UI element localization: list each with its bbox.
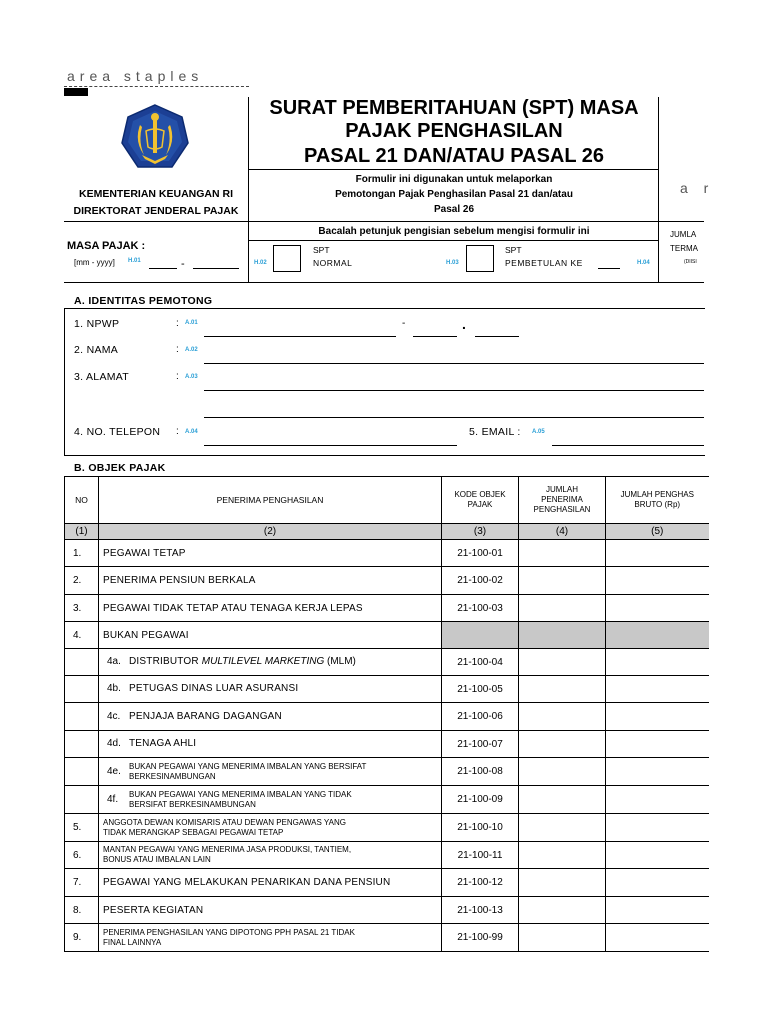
- row-no: [65, 731, 99, 758]
- telepon-colon: :: [176, 426, 179, 437]
- table-row: [65, 924, 709, 952]
- row-bruto-input[interactable]: [606, 924, 709, 952]
- row-description: [99, 814, 442, 842]
- row-kode-objek: 21-100-03: [442, 595, 519, 622]
- row-kode-objek: 21-100-09: [442, 786, 519, 814]
- staples-marker: [64, 88, 88, 96]
- title-line-2: PAJAK PENGHASILAN: [345, 120, 563, 142]
- ministry-name: [64, 186, 248, 220]
- section-b-title: B. OBJEK PAJAK: [74, 462, 166, 474]
- email-label: 5. EMAIL :: [469, 426, 521, 438]
- row-bruto-input[interactable]: [606, 731, 709, 758]
- row-description-text: PEGAWAI YANG MELAKUKAN PENARIKAN DANA PENSIUN: [103, 877, 391, 888]
- masa-year-input[interactable]: [193, 268, 239, 269]
- row-kode-objek: [442, 622, 519, 649]
- row-description-line-2: BERSIFAT BERKESINAMBUNGAN: [129, 799, 256, 809]
- header-divider-right: [658, 97, 659, 282]
- alamat-input-line-2[interactable]: [204, 417, 704, 418]
- nama-label: 2. NAMA: [74, 344, 119, 356]
- alamat-colon: :: [176, 371, 179, 382]
- table-row: [65, 595, 709, 622]
- right-terma-label: TERMA: [670, 244, 698, 253]
- row-no: 1.: [65, 540, 99, 567]
- row-bruto-input[interactable]: [606, 595, 709, 622]
- objek-table-body: [65, 540, 709, 952]
- npwp-label: 1. NPWP: [74, 318, 120, 330]
- row-description-line-1: BUKAN PEGAWAI YANG MENERIMA IMBALAN YANG TIDAK: [129, 789, 352, 799]
- row-sub-number: 4b.: [107, 683, 121, 695]
- col-num-3: (3): [442, 524, 519, 540]
- nama-colon: :: [176, 344, 179, 355]
- row-jumlah-penerima-input[interactable]: [519, 731, 606, 758]
- header-kode: [442, 477, 519, 524]
- row-bruto-input[interactable]: [606, 786, 709, 814]
- pembetulan-ke-input[interactable]: [598, 268, 620, 269]
- col-num-4: (4): [519, 524, 606, 540]
- header-rule-4: [64, 282, 704, 283]
- table-row: [65, 869, 709, 897]
- row-kode-objek: 21-100-11: [442, 842, 519, 869]
- row-description-line-1: ANGGOTA DEWAN KOMISARIS ATAU DEWAN PENGAWAS YANG: [103, 817, 346, 827]
- telepon-label: 4. NO. TELEPON: [74, 426, 161, 438]
- telepon-input[interactable]: [204, 445, 457, 446]
- row-jumlah-penerima-input[interactable]: [519, 786, 606, 814]
- row-description-line-1: MANTAN PEGAWAI YANG MENERIMA JASA PRODUKSI, TANTIEM,: [103, 845, 352, 854]
- row-kode-objek: 21-100-04: [442, 649, 519, 676]
- row-description-italic: MULTILEVEL MARKETING: [201, 656, 325, 668]
- code-a02: A.02: [185, 347, 198, 353]
- row-no: 7.: [65, 869, 99, 897]
- header-jumlah-line-1: JUMLAH: [545, 485, 578, 494]
- row-bruto-input[interactable]: [606, 897, 709, 924]
- row-bruto-input[interactable]: [606, 869, 709, 897]
- row-bruto-input[interactable]: [606, 567, 709, 595]
- spt-pembetulan-checkbox[interactable]: [466, 245, 494, 272]
- header-kode-line-2: PAJAK: [467, 500, 493, 509]
- staples-area-label: area staples: [67, 68, 204, 84]
- row-jumlah-penerima-input[interactable]: [519, 595, 606, 622]
- row-no: 9.: [65, 924, 99, 952]
- row-bruto-input[interactable]: [606, 540, 709, 567]
- header-rule-3: [248, 240, 658, 241]
- row-no: 4.: [65, 622, 99, 649]
- row-description: [99, 786, 442, 814]
- staples-dashed-line: [64, 86, 249, 87]
- row-no: [65, 758, 99, 786]
- row-no: [65, 676, 99, 703]
- row-jumlah-penerima-input[interactable]: [519, 758, 606, 786]
- row-jumlah-penerima-input[interactable]: [519, 540, 606, 567]
- spt-normal-checkbox[interactable]: [273, 245, 301, 272]
- form-note-line-3: Pasal 26: [433, 204, 475, 215]
- right-area-label: a r: [680, 180, 715, 196]
- spt-normal-label-2: NORMAL: [313, 258, 353, 268]
- row-description-text: DISTRIBUTOR: [129, 656, 202, 668]
- col-num-1: (1): [65, 524, 99, 540]
- row-description-line-1: BUKAN PEGAWAI YANG MENERIMA IMBALAN YANG BERSIFAT: [129, 761, 367, 771]
- col-num-2: (2): [99, 524, 442, 540]
- header-rule-1: [248, 169, 658, 170]
- row-bruto-input[interactable]: [606, 703, 709, 731]
- row-sub-number: 4e.: [107, 766, 121, 777]
- row-bruto-input: [606, 622, 709, 649]
- row-kode-objek: 21-100-12: [442, 869, 519, 897]
- row-jumlah-penerima-input[interactable]: [519, 567, 606, 595]
- row-description-text: PENJAJA BARANG DAGANGAN: [129, 711, 282, 723]
- row-description: [99, 924, 442, 952]
- header-no: NO: [65, 477, 99, 524]
- email-input[interactable]: [552, 445, 704, 446]
- ministry-line-1: KEMENTERIAN KEUANGAN RI: [78, 188, 233, 200]
- form-note: [250, 172, 658, 217]
- row-jumlah-penerima-input[interactable]: [519, 897, 606, 924]
- row-jumlah-penerima-input: [519, 622, 606, 649]
- row-description: [99, 595, 442, 622]
- row-description: [99, 703, 442, 731]
- npwp-colon: :: [176, 318, 179, 329]
- ministry-line-2: DIREKTORAT JENDERAL PAJAK: [73, 205, 239, 217]
- row-kode-objek: 21-100-02: [442, 567, 519, 595]
- row-no: [65, 703, 99, 731]
- header-jumlah-line-2: PENERIMA: [541, 495, 583, 504]
- table-row: [65, 786, 709, 814]
- code-h01: H.01: [128, 258, 141, 264]
- header-bruto-line-2: BRUTO (Rp): [634, 500, 681, 509]
- ministry-logo: [120, 103, 190, 173]
- table-row: [65, 676, 709, 703]
- row-no: [65, 649, 99, 676]
- header-jumlah-line-3: PENGHASILAN: [533, 505, 591, 514]
- header-jumlah-penerima: [519, 477, 606, 524]
- header-kode-line-1: KODE OBJEK: [454, 490, 506, 499]
- column-number-row: [65, 524, 709, 540]
- table-row: [65, 649, 709, 676]
- row-description: [99, 842, 442, 869]
- table-row: [65, 622, 709, 649]
- row-kode-objek: 21-100-05: [442, 676, 519, 703]
- spt-normal-label-1: SPT: [313, 245, 330, 255]
- row-description: [99, 649, 442, 676]
- table-row: [65, 703, 709, 731]
- masa-pajak-format: [mm - yyyy]: [74, 258, 115, 267]
- row-description: [99, 869, 442, 897]
- table-row: [65, 897, 709, 924]
- nama-input[interactable]: [204, 363, 704, 364]
- form-note-line-2: Pemotongan Pajak Penghasilan Pasal 21 dan/atau: [335, 189, 573, 200]
- table-row: [65, 758, 709, 786]
- header-bruto-line-1: JUMLAH PENGHAS: [620, 490, 694, 499]
- row-sub-number: 4d.: [107, 738, 121, 750]
- row-description: [99, 676, 442, 703]
- row-bruto-input[interactable]: [606, 842, 709, 869]
- row-kode-objek: 21-100-10: [442, 814, 519, 842]
- right-jumlah-label: JUMLA: [670, 230, 697, 239]
- row-description: [99, 540, 442, 567]
- row-jumlah-penerima-input[interactable]: [519, 842, 606, 869]
- code-a04: A.04: [185, 429, 198, 435]
- instruction-note: Bacalah petunjuk pengisian sebelum mengisi formulir ini: [318, 226, 590, 237]
- row-no: 8.: [65, 897, 99, 924]
- table-header-row: [65, 477, 709, 524]
- code-h02: H.02: [254, 260, 267, 266]
- masa-month-input[interactable]: [149, 268, 177, 269]
- row-jumlah-penerima-input[interactable]: [519, 814, 606, 842]
- table-row: [65, 540, 709, 567]
- row-description-tail: (MLM): [324, 656, 356, 668]
- row-jumlah-penerima-input[interactable]: [519, 649, 606, 676]
- row-description: [99, 731, 442, 758]
- form-note-line-1: Formulir ini digunakan untuk melaporkan: [355, 174, 553, 185]
- table-row: [65, 731, 709, 758]
- row-sub-number: 4f.: [107, 794, 119, 805]
- row-description-text: PESERTA KEGIATAN: [103, 904, 204, 916]
- code-a01: A.01: [185, 320, 198, 326]
- row-description-text: PENERIMA PENSIUN BERKALA: [103, 575, 256, 586]
- row-kode-objek: 21-100-01: [442, 540, 519, 567]
- npwp-input-center[interactable]: [475, 336, 519, 337]
- row-description-line-1: PENERIMA PENGHASILAN YANG DIPOTONG PPH PASAL 21 TIDAK: [103, 927, 355, 937]
- header-rule-2: [64, 221, 704, 222]
- row-no: 5.: [65, 814, 99, 842]
- npwp-dot: .: [462, 316, 466, 332]
- code-h03: H.03: [446, 260, 459, 266]
- row-no: 3.: [65, 595, 99, 622]
- row-kode-objek: 21-100-13: [442, 897, 519, 924]
- row-description-line-2: FINAL LAINNYA: [103, 937, 162, 947]
- masa-pajak-label: MASA PAJAK :: [67, 240, 146, 252]
- row-description-text: TENAGA AHLI: [129, 738, 197, 750]
- header-bruto: [606, 477, 709, 524]
- row-description: [99, 622, 442, 649]
- row-kode-objek: 21-100-06: [442, 703, 519, 731]
- row-jumlah-penerima-input[interactable]: [519, 924, 606, 952]
- row-jumlah-penerima-input[interactable]: [519, 869, 606, 897]
- npwp-dash: -: [402, 318, 406, 329]
- form-title: [250, 97, 658, 143]
- objek-pajak-table: [64, 476, 709, 952]
- title-line-3: PASAL 21 DAN/ATAU PASAL 26: [303, 145, 605, 167]
- row-kode-objek: 21-100-08: [442, 758, 519, 786]
- right-diisi-label: (DIISI: [684, 259, 697, 265]
- row-description-text: BUKAN PEGAWAI: [103, 629, 189, 641]
- row-description-line-2: BERKESINAMBUNGAN: [129, 771, 216, 781]
- row-bruto-input[interactable]: [606, 676, 709, 703]
- npwp-input-main[interactable]: [204, 336, 396, 337]
- row-no: 6.: [65, 842, 99, 869]
- code-a05: A.05: [532, 429, 545, 435]
- row-description-text: PEGAWAI TETAP: [103, 547, 186, 559]
- row-bruto-input[interactable]: [606, 814, 709, 842]
- alamat-input-line-1[interactable]: [204, 390, 704, 391]
- table-row: [65, 567, 709, 595]
- table-row: [65, 814, 709, 842]
- row-sub-number: 4c.: [107, 710, 121, 722]
- table-row: [65, 842, 709, 869]
- code-a03: A.03: [185, 374, 198, 380]
- row-no: [65, 786, 99, 814]
- row-description: [99, 567, 442, 595]
- masa-dash: -: [181, 258, 185, 270]
- section-a-title: A. IDENTITAS PEMOTONG: [74, 295, 213, 307]
- header-divider-left: [248, 97, 249, 282]
- row-bruto-input[interactable]: [606, 649, 709, 676]
- row-description-text: PETUGAS DINAS LUAR ASURANSI: [129, 683, 299, 695]
- row-description-line-2: TIDAK MERANGKAP SEBAGAI PEGAWAI TETAP: [103, 827, 284, 837]
- row-jumlah-penerima-input[interactable]: [519, 703, 606, 731]
- spt-pembetulan-label-1: SPT: [505, 245, 522, 255]
- title-line-1: SURAT PEMBERITAHUAN (SPT) MASA: [269, 97, 639, 119]
- row-description-text: PEGAWAI TIDAK TETAP ATAU TENAGA KERJA LEPAS: [103, 602, 363, 614]
- row-sub-number: 4a.: [107, 656, 121, 668]
- row-kode-objek: 21-100-07: [442, 731, 519, 758]
- row-no: 2.: [65, 567, 99, 595]
- col-num-5: (5): [606, 524, 709, 540]
- spt-pembetulan-label-2: PEMBETULAN KE: [505, 258, 583, 268]
- row-kode-objek: 21-100-99: [442, 924, 519, 952]
- row-description: [99, 897, 442, 924]
- npwp-input-branch[interactable]: [413, 336, 457, 337]
- row-description-line-2: BONUS ATAU IMBALAN LAIN: [103, 855, 211, 864]
- row-description: [99, 758, 442, 786]
- row-bruto-input[interactable]: [606, 758, 709, 786]
- row-jumlah-penerima-input[interactable]: [519, 676, 606, 703]
- alamat-label: 3. ALAMAT: [74, 371, 130, 383]
- code-h04: H.04: [637, 260, 650, 266]
- header-penerima: PENERIMA PENGHASILAN: [99, 477, 442, 524]
